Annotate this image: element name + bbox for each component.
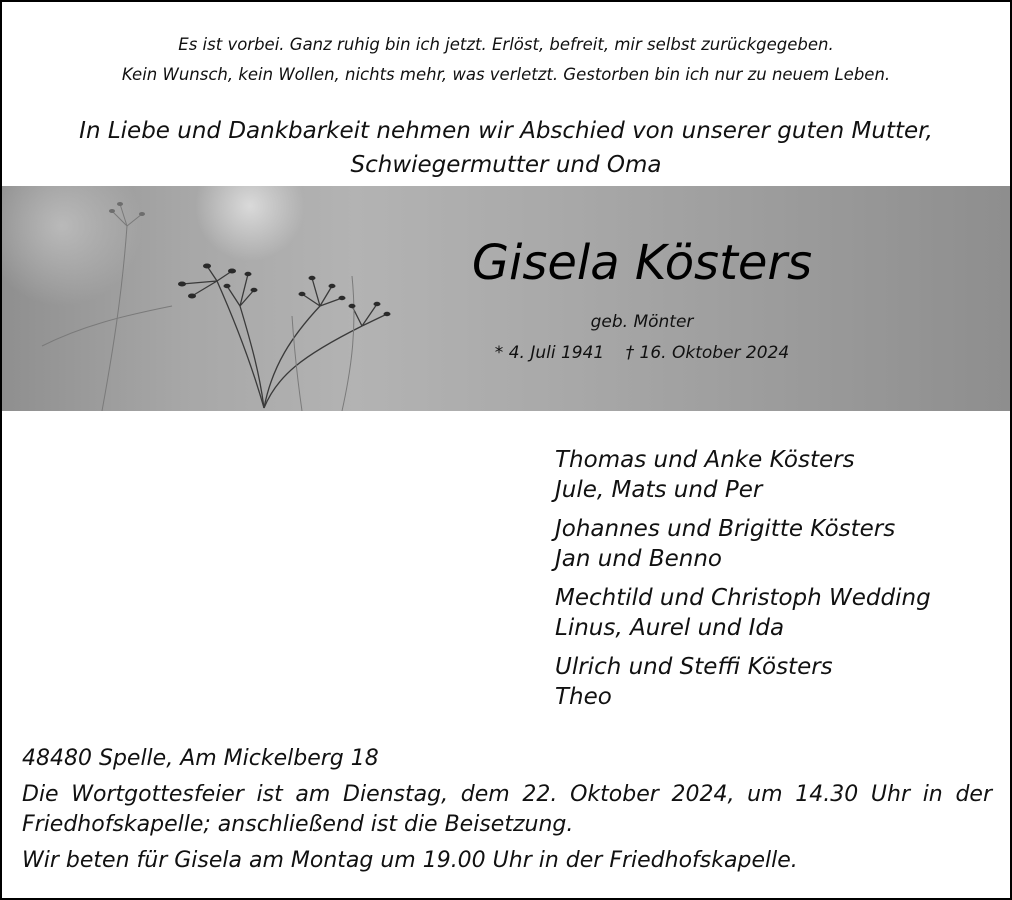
poem: [2, 30, 1010, 90]
dried-flower-image: [2, 186, 1010, 411]
mourner-group: [555, 583, 995, 643]
mourner-children: Linus, Aurel und Ida: [555, 615, 785, 641]
birth-date: * 4. Juli 1941: [494, 343, 605, 363]
mourners-list: [555, 445, 995, 721]
poem-line: Kein Wunsch, kein Wollen, nichts mehr, was verletzt. Gestorben bin ich nur zu neuem Leben.: [121, 65, 891, 84]
funeral-details: [22, 744, 992, 882]
mourner-group: [555, 652, 995, 712]
life-dates: [477, 338, 807, 368]
service-info: Die Wortgottesfeier ist am Dienstag, dem 22. Oktober 2024, um 14.30 Uhr in der Friedhofskapelle; anschließend ist die Beisetzung.: [22, 782, 992, 837]
intro-line: In Liebe und Dankbarkeit nehmen wir Abschied von unserer guten Mutter,: [79, 118, 933, 144]
prayer-info: Wir beten für Gisela am Montag um 19.00 Uhr in der Friedhofskapelle.: [22, 848, 798, 873]
mourner-children: Jan und Benno: [555, 546, 722, 572]
mourner-group: [555, 514, 995, 574]
mourner-parents: Johannes und Brigitte Kösters: [555, 516, 896, 542]
death-date: † 16. Oktober 2024: [625, 343, 790, 363]
mourner-parents: Thomas und Anke Kösters: [555, 447, 855, 473]
maiden-name: geb. Mönter: [590, 312, 694, 332]
mourner-children: Theo: [555, 684, 612, 710]
mourner-parents: Ulrich und Steffi Kösters: [555, 654, 833, 680]
deceased-name: Gisela Kösters: [471, 235, 813, 291]
memorial-photo: [2, 186, 1010, 411]
farewell-intro: [2, 114, 1010, 182]
intro-line: Schwiegermutter und Oma: [350, 152, 662, 178]
mourner-parents: Mechtild und Christoph Wedding: [555, 585, 931, 611]
mourner-children: Jule, Mats und Per: [555, 477, 763, 503]
address: 48480 Spelle, Am Mickelberg 18: [22, 746, 379, 771]
mourner-group: [555, 445, 995, 505]
poem-line: Es ist vorbei. Ganz ruhig bin ich jetzt. Erlöst, befreit, mir selbst zurückgegeben.: [178, 35, 834, 54]
